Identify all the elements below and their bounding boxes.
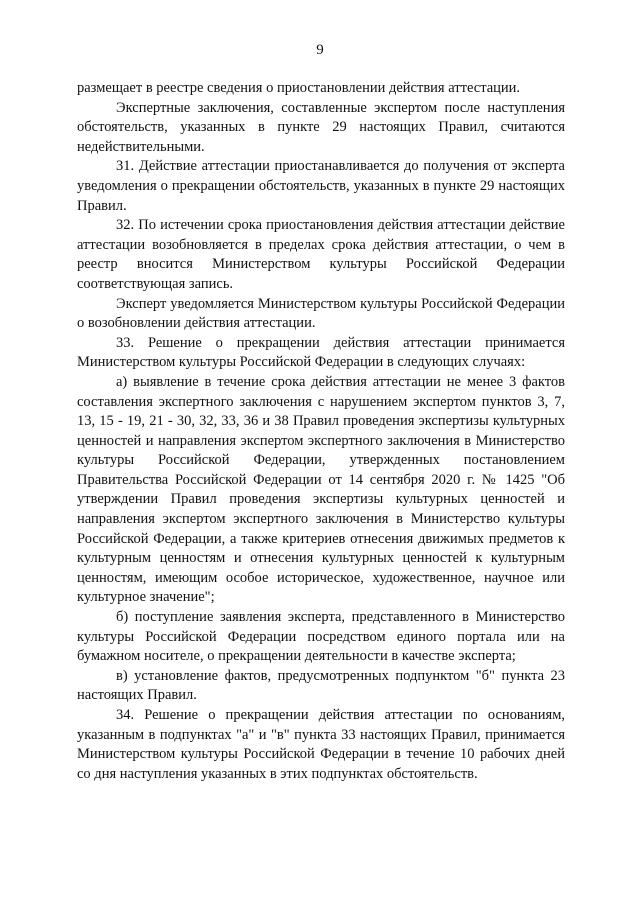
paragraph-registry-suspension: размещает в реестре сведения о приостановлении действия аттестации.: [77, 80, 521, 96]
document-body: [77, 79, 565, 784]
paragraph-clause-34: 34. Решение о прекращении действия аттестации по основаниям, указанным в подпунктах "а" и "в" пункта 33 настоящих Правил, принимается Министерством культуры Российской Федерации в течение 10 рабочих дней со дня наступления указанных в этих подпунктах обстоятельств.: [77, 707, 565, 782]
page-number: 9: [316, 42, 324, 58]
paragraph-expert-notified: Эксперт уведомляется Министерством культуры Российской Федерации о возобновлении действия аттестации.: [77, 295, 565, 332]
paragraph-clause-33-c: в) установление фактов, предусмотренных подпунктом "б" пункта 23 настоящих Правил.: [77, 667, 565, 704]
paragraph-clause-33: 33. Решение о прекращении действия аттестации принимается Министерством культуры Российской Федерации в следующих случаях:: [77, 334, 565, 371]
paragraph-clause-32: 32. По истечении срока приостановления действия аттестации действие аттестации возобновляется в пределах срока действия аттестации, о чем в реестр вносится Министерством культуры Российской Федерации соответствующая запись.: [77, 217, 565, 292]
paragraph-clause-33-b: б) поступление заявления эксперта, представленного в Министерство культуры Российской Федерации посредством единого портала или на бумажном носителе, о прекращении деятельности в качестве эксперта;: [77, 609, 565, 665]
paragraph-clause-31: 31. Действие аттестации приостанавливается до получения от эксперта уведомления о прекращении обстоятельств, указанных в пункте 29 настоящих Правил.: [77, 158, 565, 214]
paragraph-clause-33-a: а) выявление в течение срока действия аттестации не менее 3 фактов составления экспертного заключения с нарушением экспертом пунктов 3, 7, 13, 15 - 19, 21 - 30, 32, 33, 36 и 38 Правил проведения экспертизы культурных ценностей и направления экспертом экспертного заключения в Министерство культуры Российской Федерации, утвержденных постановлением Правительства Российской Федерации от 14 сентября 2020 г. № 1425 "Об утверждении Правил проведения экспертизы культурных ценностей и направления экспертом экспертного заключения в Министерство культуры Российской Федерации, а также критериев отнесения движимых предметов к культурным ценностям и отнесения культурных ценностей к культурным ценностям, имеющим особое историческое, художественное, научное или культурное значение";: [77, 373, 565, 606]
paragraph-invalid-conclusions: Экспертные заключения, составленные экспертом после наступления обстоятельств, указанных в пункте 29 настоящих Правил, считаются недействительными.: [77, 99, 565, 155]
